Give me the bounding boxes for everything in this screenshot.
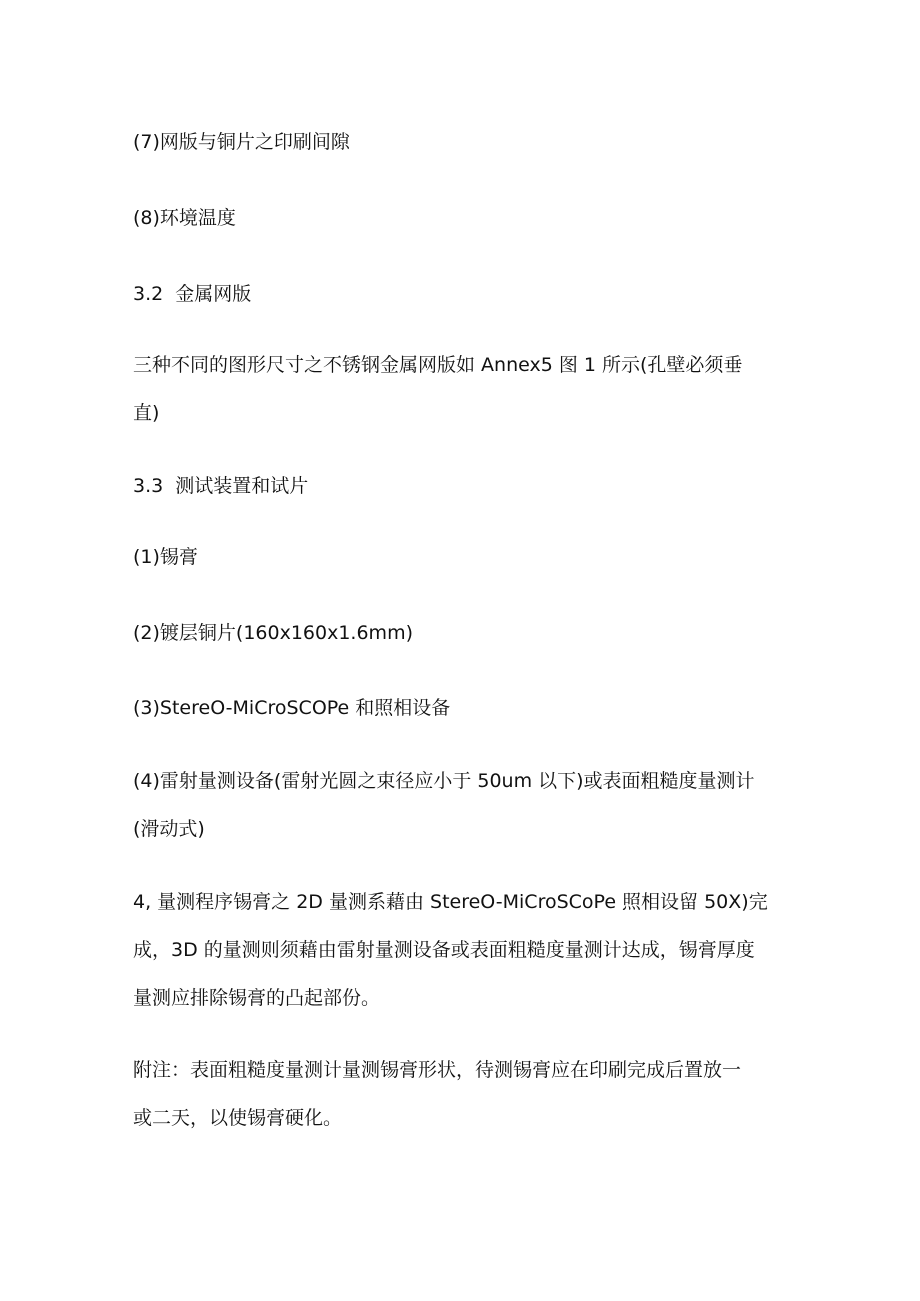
section-title: 测试装置和试片 [175,475,309,497]
section-number: 3.3 [133,475,164,497]
paragraph-stencil-line-1: 三种不同的图形尺寸之不锈钢金属网版如 Annex5 图 1 所示(孔壁必须垂 [133,354,743,376]
list-item-7: (7)网版与铜片之印刷间隙 [133,131,350,153]
list-item-3: (3)StereO-MiCroSCOPe 和照相设备 [133,697,451,719]
paragraph-procedure-line-2: 成，3D 的量测则须藉由雷射量测设备或表面粗糙度量测计达成，锡膏厚度 [133,939,755,961]
paragraph-procedure-line-1: 4, 量测程序锡膏之 2D 量测系藉由 StereO-MiCroSCoPe 照相设留 50X)完 [133,891,768,913]
section-title: 金属网版 [175,283,252,305]
section-number: 3.2 [133,283,164,305]
section-heading-3-3 [133,474,793,498]
section-heading-3-2 [133,282,793,306]
list-item-1: (1)锡膏 [133,546,198,568]
paragraph-stencil-line-2: 直) [133,402,160,424]
note-line-2: 或二天，以使锡膏硬化。 [133,1107,343,1129]
paragraph-procedure-line-3: 量测应排除锡膏的凸起部份。 [133,987,381,1009]
note-line-1: 附注：表面粗糙度量测计量测锡膏形状，待测锡膏应在印刷完成后置放一 [133,1059,742,1081]
list-item-4-line-1: (4)雷射量测设备(雷射光圆之束径应小于 50um 以下)或表面粗糙度量测计 [133,770,755,792]
list-item-8: (8)环境温度 [133,207,236,229]
list-item-2: (2)镀层铜片(160x160x1.6mm) [133,622,413,644]
list-item-4-line-2: (滑动式) [133,818,205,840]
